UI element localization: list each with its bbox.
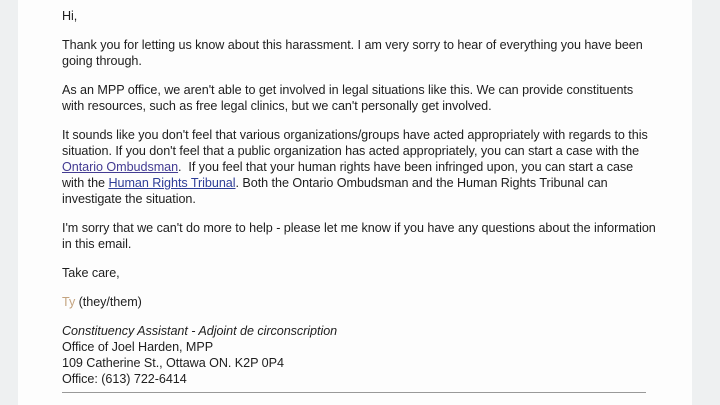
legal-text-before-ombudsman: It sounds like you don't feel that various organizations/groups have acted appropriately with regards to this situation. If you don't feel that a public organization has acted appropriately, you can start a case with the [62, 128, 648, 158]
sender-name: Ty [62, 295, 76, 309]
greeting: Hi, [62, 9, 78, 23]
legal-text-after-tribunal: . Both the Ontario Ombudsman and the Human Rights Tribunal can investigate the situation. [62, 176, 608, 206]
paragraph-legal-options [62, 127, 658, 207]
email-message-body [18, 0, 692, 405]
legal-text-between-links: . If you feel that your human rights have been infringed upon, you can start a case with the [62, 160, 634, 190]
signature-office: Office of Joel Harden, MPP [62, 340, 214, 354]
signoff-line [62, 294, 658, 310]
paragraph-closing-help: I'm sorry that we can't do more to help - please let me know if you have any questions about the information in this email. [62, 221, 656, 251]
signature-divider [62, 392, 646, 393]
signature-address: 109 Catherine St., Ottawa ON. K2P 0P4 [62, 356, 284, 370]
signature-job-title: Constituency Assistant - Adjoint de circonscription [62, 324, 338, 338]
paragraph-thanks: Thank you for letting us know about this harassment. I am very sorry to hear of everything you have been going through. [62, 38, 643, 68]
human-rights-tribunal-link[interactable]: Human Rights Tribunal [108, 176, 236, 190]
sender-pronouns: (they/them) [78, 295, 142, 309]
paragraph-mpp-office: As an MPP office, we aren't able to get involved in legal situations like this. We can provide constituents with resources, such as free legal clinics, but we can't personally get involved. [62, 83, 634, 113]
email-content [62, 0, 658, 393]
farewell: Take care, [62, 266, 120, 280]
ontario-ombudsman-link[interactable]: Ontario Ombudsman [62, 160, 179, 174]
signature-phone: Office: (613) 722-6414 [62, 372, 187, 386]
signature-block [62, 323, 658, 387]
